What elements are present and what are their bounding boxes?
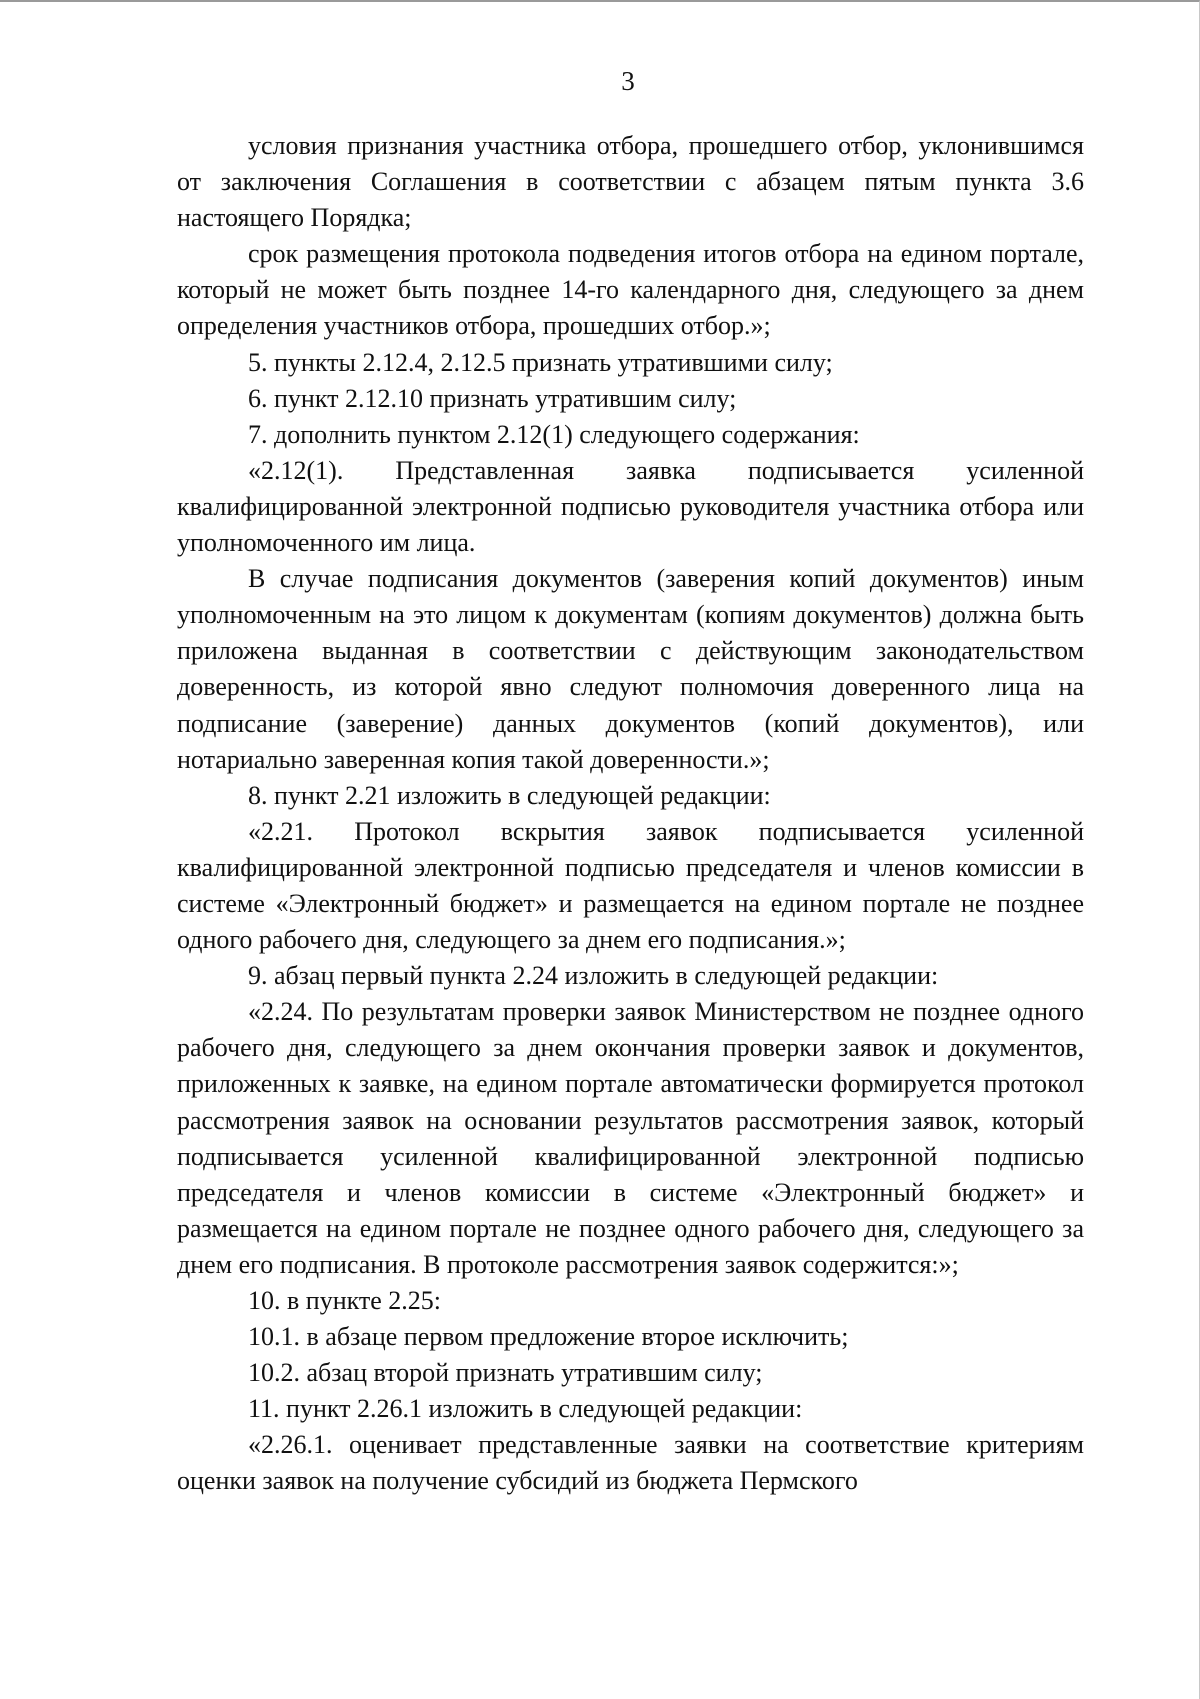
paragraph-clause-2-26-1: «2.26.1. оценивает представленные заявки на соответствие критериям оценки заявок на получение субсидий из бюджета Пермского (177, 1430, 1084, 1496)
paragraph-item-9: 9. абзац первый пункта 2.24 изложить в следующей редакции: (248, 961, 939, 991)
paragraph-clause-2-24: «2.24. По результатам проверки заявок Министерством не позднее одного рабочего дня, следующего за днем окончания проверки заявок и документов, приложенных к заявке, на едином портале автоматически формируется протокол рассмотрения заявок на основании результатов рассмотрения заявок, который подписывается усиленной квалифицированной электронной подписью председателя и членов комиссии в системе «Электронный бюджет» и размещается на едином портале не позднее одного рабочего дня, следующего за днем его подписания. В протоколе рассмотрения заявок содержится:»; (177, 997, 1084, 1279)
paragraph-item-10-2: 10.2. абзац второй признать утратившим силу; (248, 1358, 763, 1388)
paragraph-clause-2-12-1: «2.12(1). Представленная заявка подписывается усиленной квалифицированной электронной подписью руководителя участника отбора или уполномоченного им лица. (177, 455, 1084, 558)
paragraph-item-7: 7. дополнить пунктом 2.12(1) следующего содержания: (248, 419, 860, 449)
paragraph-item-6: 6. пункт 2.12.10 признать утратившим силу; (248, 383, 737, 413)
paragraph-item-10: 10. в пункте 2.25: (248, 1286, 442, 1315)
paragraph-item-5: 5. пункты 2.12.4, 2.12.5 признать утратившими силу; (248, 347, 833, 377)
paragraph-protocol-deadline: срок размещения протокола подведения итогов отбора на едином портале, который не может быть позднее 14-го календарного дня, следующего за днем определения участников отбора, прошедших отбор.»; (177, 239, 1084, 341)
paragraph-power-of-attorney: В случае подписания документов (заверения копий документов) иным уполномоченным на это лицом к документам (копиям документов) должна быть приложена выданная в соответствии с действующим законодательством доверенность, из которой явно следуют полномочия доверенного лица на подписание (заверение) данных документов (копий документов), или нотариально заверенная копия такой доверенности.»; (177, 564, 1084, 774)
paragraph-item-10-1: 10.1. в абзаце первом предложение второе исключить; (248, 1322, 849, 1352)
paragraph-clause-2-21: «2.21. Протокол вскрытия заявок подписывается усиленной квалифицированной электронной подписью председателя и членов комиссии в системе «Электронный бюджет» и размещается на едином портале не позднее одного рабочего дня, следующего за днем его подписания.»; (177, 816, 1084, 955)
paragraph-item-11: 11. пункт 2.26.1 изложить в следующей редакции: (248, 1394, 803, 1424)
page-number: 3 (621, 66, 635, 96)
document-body (177, 128, 1084, 1500)
paragraph-conditions-evasion: условия признания участника отбора, прошедшего отбор, уклонившимся от заключения Соглашения в соответствии с абзацем пятым пункта 3.6 настоящего Порядка; (177, 131, 1084, 233)
paragraph-item-8: 8. пункт 2.21 изложить в следующей редакции: (248, 780, 771, 810)
